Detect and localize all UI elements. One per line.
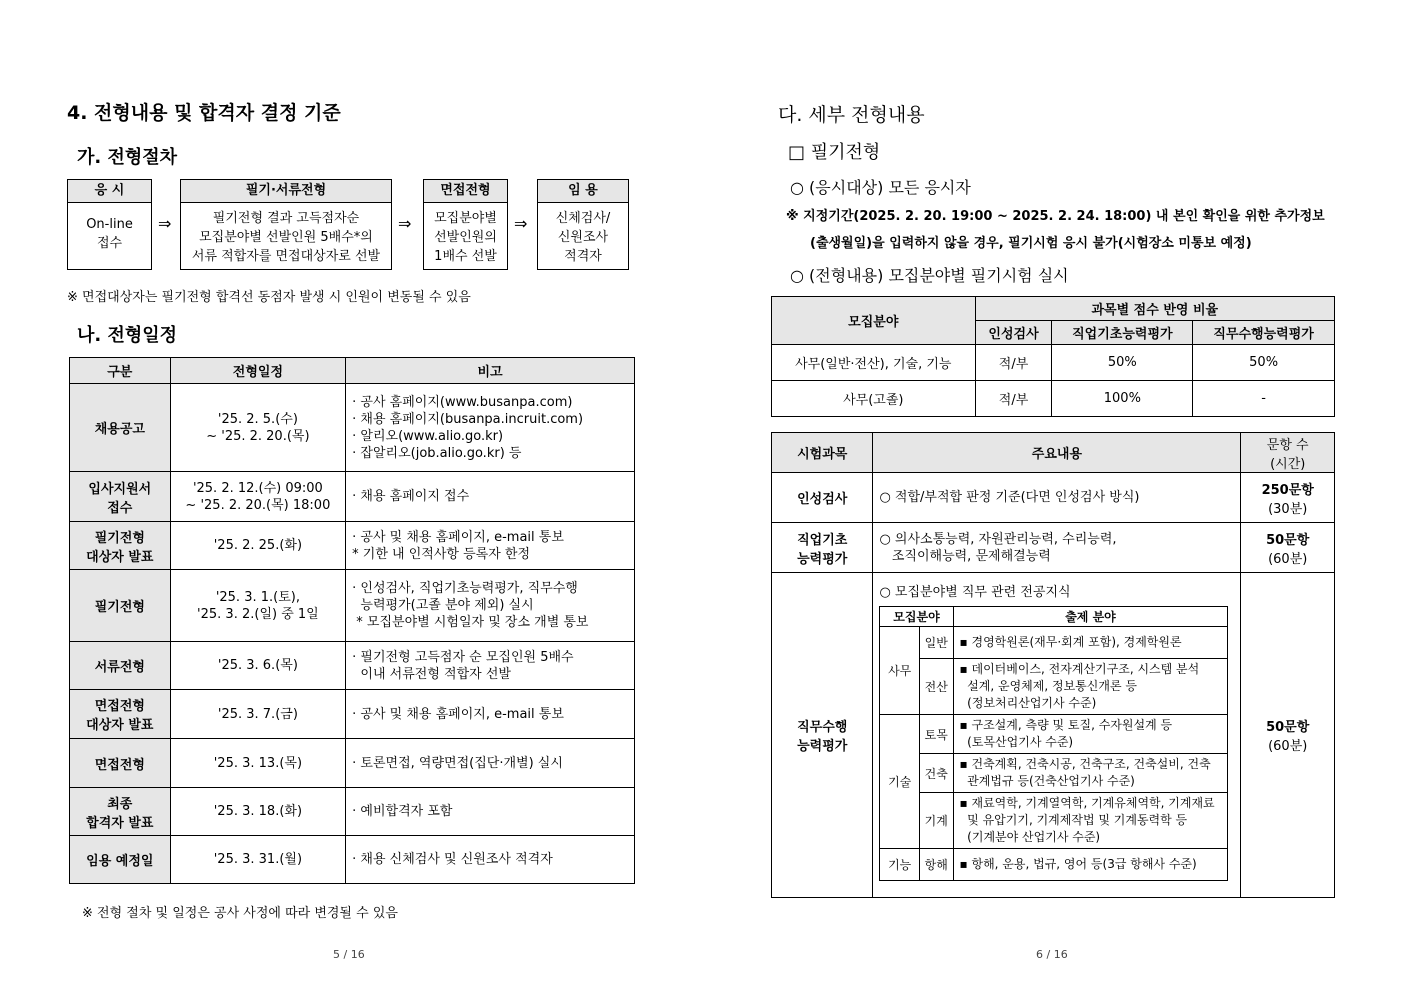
time-line: (60분) (1268, 551, 1308, 567)
section-title-left: 4. 전형내용 및 합격자 결정 기준 (67, 102, 341, 124)
subject-name-line: 직무수행 (797, 720, 848, 735)
note-line: 능력평가(고졸 분야 제외) 실시 (352, 598, 534, 613)
field-group: 사무 (880, 627, 920, 715)
date-line: '25. 3. 2.(일) 중 1일 (197, 606, 319, 622)
count-line: 50문항 (1266, 532, 1310, 548)
content-line: ○ 모집분야별 직무 관련 전공지식 (879, 585, 1071, 600)
note-line: * 기한 내 인적사항 등록자 한정 (352, 546, 530, 562)
field-sub: 기계 (919, 793, 953, 849)
row-date (170, 570, 346, 642)
flow-step-head: 응 시 (68, 180, 151, 203)
table-row (880, 849, 1228, 881)
flow-step-line: 모집분야별 (434, 211, 497, 226)
field-desc (953, 754, 1228, 793)
row-note (346, 788, 635, 836)
table-row (772, 523, 1335, 573)
row-label-line: 최종 (107, 796, 133, 812)
column-header-line: 문항 수 (1266, 437, 1309, 453)
table-row (70, 384, 635, 472)
subject-name (772, 573, 873, 898)
date-line: '25. 2. 25.(화) (213, 538, 303, 553)
column-header: 인성검사 (975, 321, 1052, 345)
arrow-icon: ⇒ (514, 214, 528, 233)
row-label (70, 570, 171, 642)
table-cell: 적/부 (975, 381, 1052, 417)
subject-name (772, 523, 873, 573)
column-header: 직업기초능력평가 (1052, 321, 1193, 345)
field-group: 기능 (880, 849, 920, 881)
written-exam-title: □ 필기전형 (788, 142, 881, 163)
table-row (70, 522, 635, 570)
flow-step-line: 선발인원의 (434, 230, 497, 245)
row-date (170, 642, 346, 690)
row-label (70, 522, 171, 570)
desc-line: ▪ 구조설계, 측량 및 토질, 수자원설계 등 (959, 718, 1173, 732)
table-row (70, 690, 635, 739)
ratio-table (771, 296, 1335, 417)
field-desc (953, 659, 1228, 715)
column-header: 전형일정 (170, 358, 346, 384)
field-sub: 토목 (919, 715, 953, 754)
row-label-line: 대상자 발표 (86, 549, 154, 565)
date-line: '25. 3. 31.(월) (213, 852, 303, 867)
desc-line: ▪ 건축계획, 건축시공, 건축구조, 건축설비, 건축 (959, 757, 1211, 771)
table-row (70, 739, 635, 788)
time-line: (60분) (1268, 739, 1308, 754)
row-date (170, 788, 346, 836)
table-row (880, 754, 1228, 793)
table-cell: 50% (1052, 345, 1193, 381)
table-row (70, 472, 635, 522)
column-header: 모집분야 (880, 607, 953, 627)
column-header-line: (시간) (1270, 456, 1306, 472)
flow-step-line: 서류 적합자를 면접대상자로 선발 (191, 249, 381, 264)
note-line: · 공사 및 채용 홈페이지, e-mail 통보 (352, 706, 564, 722)
subject-table (771, 432, 1335, 898)
page-number-left: 5 / 16 (333, 948, 365, 961)
row-date (170, 690, 346, 739)
warning-line: ※ 지정기간(2025. 2. 20. 19:00 ~ 2025. 2. 24. 18:00) 내 본인 확인을 위한 추가정보 (786, 209, 1325, 224)
content-line: ○ (전형내용) 모집분야별 필기시험 실시 (790, 266, 1069, 285)
row-label-line: 임용 예정일 (86, 854, 154, 869)
table-cell: 적/부 (975, 345, 1052, 381)
table-row (70, 570, 635, 642)
flow-step-head: 임 용 (538, 180, 628, 203)
flow-step-line: On-line (86, 217, 133, 232)
flow-step-line: 적격자 (564, 249, 602, 264)
field-desc (953, 793, 1228, 849)
flow-step-head: 필기·서류전형 (181, 180, 391, 203)
row-label-line: 대상자 발표 (86, 718, 154, 733)
note-line: 이내 서류전형 적합자 선발 (352, 666, 511, 682)
field-group: 기술 (880, 715, 920, 849)
subsection-title-procedure: 가. 전형절차 (77, 147, 178, 168)
row-label: 사무(고졸) (772, 381, 976, 417)
row-label-line: 합격자 발표 (86, 815, 154, 831)
desc-line: 관계법규 등(건축산업기사 수준) (959, 774, 1135, 788)
subject-content (873, 573, 1241, 898)
desc-line: ▪ 경영학원론(재무·회계 포함), 경제학원론 (959, 635, 1182, 649)
column-header (1241, 433, 1335, 473)
flow-step-hire (537, 179, 629, 270)
flow-step-line: 접수 (96, 236, 123, 251)
row-note (346, 739, 635, 788)
column-header: 주요내용 (873, 433, 1241, 473)
row-date (170, 522, 346, 570)
row-label-line: 면접전형 (94, 699, 145, 714)
column-header: 시험과목 (772, 433, 873, 473)
subject-name-line: 능력평가 (797, 551, 848, 567)
date-line: '25. 3. 1.(토), (215, 589, 300, 605)
flow-step-line: 모집분야별 선발인원 5배수*의 (199, 230, 373, 245)
flow-step-line: 1배수 선발 (434, 249, 497, 264)
table-row (880, 793, 1228, 849)
row-label (70, 642, 171, 690)
subject-count (1241, 473, 1335, 523)
note-line: · 잡알리오(job.alio.go.kr) 등 (352, 445, 522, 461)
field-desc (953, 627, 1228, 659)
row-label-line: 면접전형 (94, 757, 145, 773)
date-line: '25. 2. 5.(수) (217, 411, 298, 427)
schedule-table (69, 357, 635, 884)
flow-step-head: 면접전형 (424, 180, 507, 203)
table-row (772, 473, 1335, 523)
flow-step-line: 신원조사 (557, 230, 609, 245)
content-line: ○ 적합/부적합 판정 기준(다면 인성검사 방식) (879, 490, 1140, 505)
table-row (70, 836, 635, 884)
table-header-row (70, 358, 635, 384)
row-note (346, 384, 635, 472)
row-label-line: 입사지원서 (88, 481, 152, 497)
subject-name-line: 직업기초 (797, 532, 848, 548)
section-title-right: 다. 세부 전형내용 (778, 104, 925, 126)
table-cell: - (1193, 381, 1335, 417)
note-line: · 인성검사, 직업기초능력평가, 직무수행 (352, 581, 578, 596)
row-label (70, 836, 171, 884)
table-row (880, 627, 1228, 659)
row-note (346, 472, 635, 522)
row-note (346, 642, 635, 690)
flow-step-line: 필기전형 결과 고득점자순 (212, 211, 360, 226)
row-label-line: 채용공고 (94, 422, 145, 437)
table-row (772, 345, 1335, 381)
flow-step-line: 신체검사/ (555, 211, 611, 226)
row-note (346, 570, 635, 642)
row-label (70, 690, 171, 739)
arrow-icon: ⇒ (158, 214, 172, 233)
table-cell: 100% (1052, 381, 1193, 417)
count-line: 250문항 (1261, 482, 1314, 498)
desc-line: ▪ 항해, 운용, 법규, 영어 등(3급 항해사 수준) (959, 857, 1197, 871)
table-row (70, 642, 635, 690)
flow-step-apply (67, 179, 152, 270)
subject-name (772, 473, 873, 523)
row-label (70, 384, 171, 472)
table-row (880, 659, 1228, 715)
content-line: ○ 의사소통능력, 자원관리능력, 수리능력, (879, 531, 1117, 547)
column-header: 모집분야 (772, 297, 976, 345)
row-date (170, 739, 346, 788)
desc-line: 설계, 운영체제, 정보통신개론 등 (959, 679, 1137, 693)
column-header: 출제 분야 (953, 607, 1228, 627)
count-line: 50문항 (1266, 720, 1310, 735)
date-line: '25. 3. 7.(금) (217, 706, 298, 722)
row-label (70, 739, 171, 788)
column-header: 직무수행능력평가 (1193, 321, 1335, 345)
subject-count (1241, 573, 1335, 898)
note-line: · 알리오(www.alio.go.kr) (352, 428, 504, 444)
time-line: (30분) (1268, 501, 1308, 517)
field-sub: 일반 (919, 627, 953, 659)
table-row (70, 788, 635, 836)
desc-line: (기계분야 산업기사 수준) (959, 830, 1101, 844)
row-date (170, 836, 346, 884)
note-line: * 모집분야별 시험일자 및 장소 개별 통보 (352, 615, 589, 630)
row-label: 사무(일반·전산), 기술, 기능 (772, 345, 976, 381)
row-note (346, 836, 635, 884)
table-row (880, 715, 1228, 754)
column-header: 과목별 점수 반영 비율 (975, 297, 1334, 321)
row-label (70, 472, 171, 522)
row-date (170, 384, 346, 472)
subject-content (873, 473, 1241, 523)
content-line: 조직이해능력, 문제해결능력 (879, 548, 1051, 564)
arrow-icon: ⇒ (398, 214, 412, 233)
desc-line: ▪ 데이터베이스, 전자계산기구조, 시스템 분석 (959, 662, 1200, 676)
subject-count (1241, 523, 1335, 573)
subject-name-line: 인성검사 (797, 492, 848, 507)
note-line: · 채용 홈페이지 접수 (352, 489, 470, 504)
field-desc (953, 849, 1228, 881)
subject-name-line: 능력평가 (797, 739, 848, 754)
table-row (772, 573, 1335, 898)
table-row (772, 381, 1335, 417)
desc-line: ▪ 재료역학, 기계열역학, 기계유체역학, 기계재료 (959, 796, 1215, 810)
page-number-right: 6 / 16 (1036, 948, 1068, 961)
target-line: ○ (응시대상) 모든 응시자 (790, 178, 971, 197)
note-line: · 예비합격자 포함 (352, 804, 453, 819)
note-line: · 채용 신체검사 및 신원조사 적격자 (352, 852, 553, 867)
row-label-line: 서류전형 (94, 660, 145, 675)
subject-content (873, 523, 1241, 573)
schedule-note: ※ 전형 절차 및 일정은 공사 사정에 따라 변경될 수 있음 (82, 906, 398, 921)
flow-note: ※ 면접대상자는 필기전형 합격선 동점자 발생 시 인원이 변동될 수 있음 (67, 290, 471, 305)
warning-line: (출생월일)을 입력하지 않을 경우, 필기시험 응시 불가(시험장소 미통보 예정) (810, 236, 1252, 251)
column-header: 비고 (346, 358, 635, 384)
flow-step-written (180, 179, 392, 270)
field-sub: 항해 (919, 849, 953, 881)
desc-line: (정보처리산업기사 수준) (959, 696, 1097, 710)
table-cell: 50% (1193, 345, 1335, 381)
subsection-title-schedule: 나. 전형일정 (77, 325, 178, 346)
field-table (879, 606, 1228, 881)
flow-step-interview (423, 179, 508, 270)
desc-line: (토목산업기사 수준) (959, 735, 1074, 749)
row-label-line: 필기전형 (94, 600, 145, 615)
row-date (170, 472, 346, 522)
date-line: '25. 3. 6.(목) (217, 658, 298, 673)
desc-line: 및 유압기기, 기계제작법 및 기계동력학 등 (959, 813, 1188, 827)
date-line: '25. 3. 13.(목) (213, 755, 303, 771)
note-line: · 공사 및 채용 홈페이지, e-mail 통보 (352, 529, 564, 545)
note-line: · 채용 홈페이지(busanpa.incruit.com) (352, 411, 584, 427)
column-header: 구분 (70, 358, 171, 384)
date-line: '25. 2. 12.(수) 09:00 (192, 480, 323, 496)
row-note (346, 690, 635, 739)
date-line: '25. 3. 18.(화) (213, 804, 303, 819)
row-label (70, 788, 171, 836)
date-line: ~ '25. 2. 20.(목) (206, 428, 310, 444)
row-note (346, 522, 635, 570)
field-desc (953, 715, 1228, 754)
note-line: · 공사 홈페이지(www.busanpa.com) (352, 394, 573, 410)
date-line: ~ '25. 2. 20.(목) 18:00 (185, 497, 331, 513)
row-label-line: 필기전형 (94, 530, 145, 546)
row-label-line: 접수 (107, 500, 133, 516)
field-sub: 전산 (919, 659, 953, 715)
note-line: · 토론면접, 역량면접(집단·개별) 실시 (352, 755, 563, 771)
note-line: · 필기전형 고득점자 순 모집인원 5배수 (352, 649, 574, 665)
field-sub: 건축 (919, 754, 953, 793)
